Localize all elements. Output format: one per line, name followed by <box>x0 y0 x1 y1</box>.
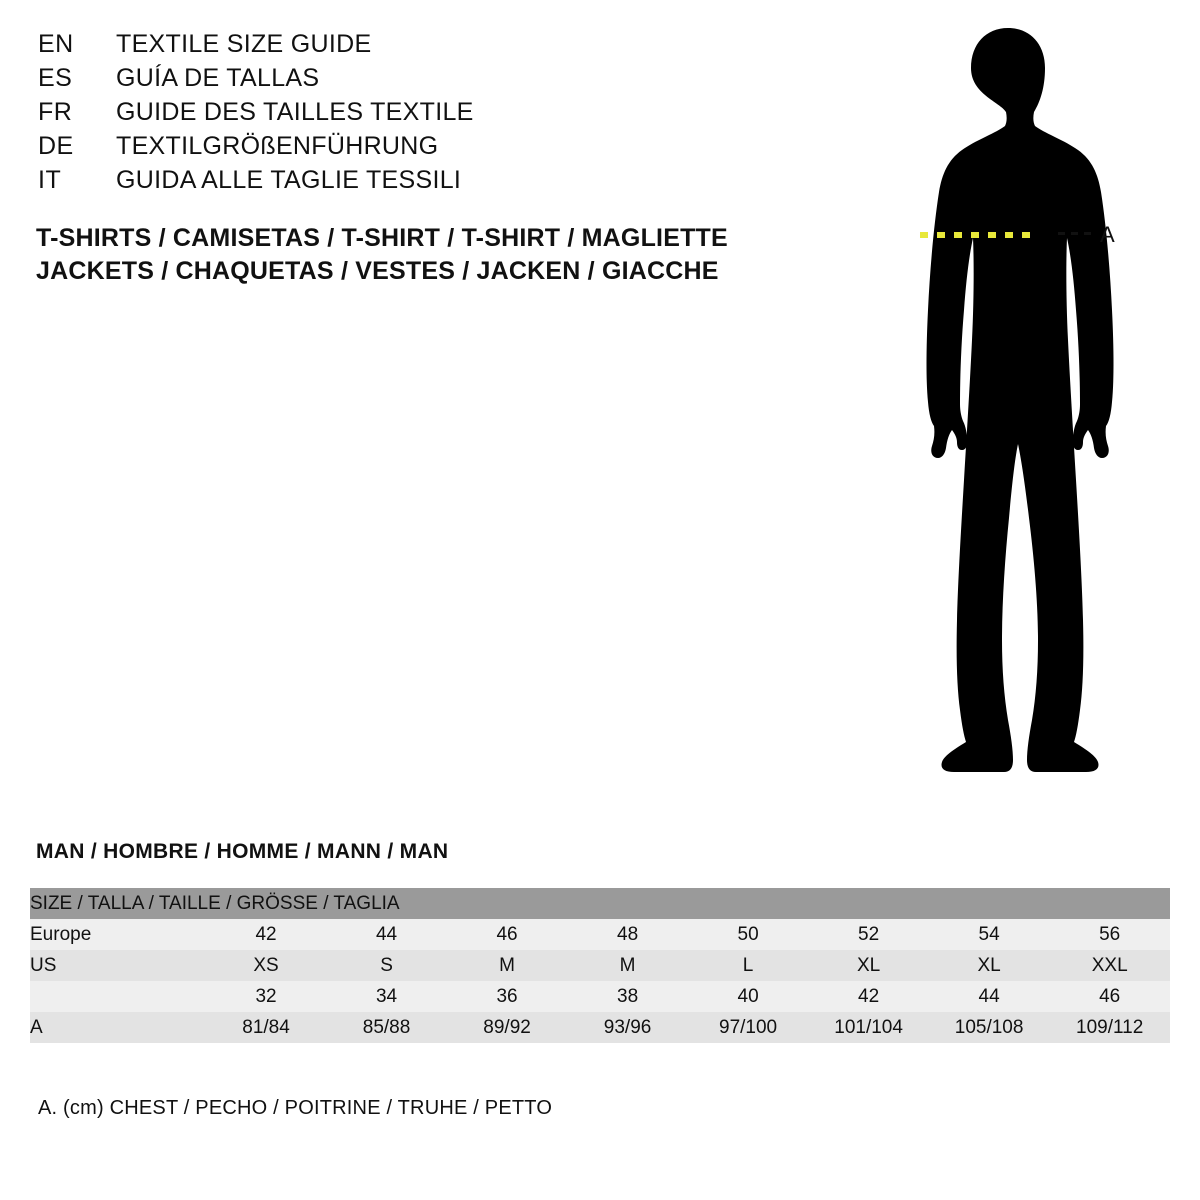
table-cell: M <box>447 950 568 981</box>
table-cell: 44 <box>929 981 1050 1012</box>
table-cell: 97/100 <box>688 1012 809 1043</box>
table-row <box>30 919 1170 950</box>
language-code: FR <box>38 98 73 126</box>
table-cell: 38 <box>567 981 688 1012</box>
table-cell: XL <box>929 950 1050 981</box>
table-cell: 52 <box>808 919 929 950</box>
row-label <box>30 981 206 1012</box>
measure-leader-dashes <box>1058 232 1092 235</box>
table-cell: L <box>688 950 809 981</box>
table-cell: XL <box>808 950 929 981</box>
language-text: GUIDE DES TAILLES TEXTILE <box>116 98 474 126</box>
table-cell: 48 <box>567 919 688 950</box>
garment-category-tshirts: T-SHIRTS / CAMISETAS / T-SHIRT / T-SHIRT / MAGLIETTE <box>36 224 728 252</box>
table-cell: 105/108 <box>929 1012 1050 1043</box>
language-text: TEXTILGRÖßENFÜHRUNG <box>116 132 439 160</box>
table-cell: 85/88 <box>326 1012 447 1043</box>
table-cell: 54 <box>929 919 1050 950</box>
table-section-title: MAN / HOMBRE / HOMME / MANN / MAN <box>36 840 449 863</box>
table-cell: 34 <box>326 981 447 1012</box>
language-code: DE <box>38 132 74 160</box>
language-row <box>38 30 798 64</box>
table-cell: 44 <box>326 919 447 950</box>
table-cell: 93/96 <box>567 1012 688 1043</box>
language-code: EN <box>38 30 74 58</box>
table-cell: 46 <box>1049 981 1170 1012</box>
size-table <box>30 888 1170 1043</box>
table-cell: 42 <box>808 981 929 1012</box>
language-row <box>38 166 798 200</box>
man-silhouette-shape <box>927 28 1114 772</box>
language-text: TEXTILE SIZE GUIDE <box>116 30 372 58</box>
table-cell: 42 <box>206 919 327 950</box>
table-cell: M <box>567 950 688 981</box>
table-cell: 50 <box>688 919 809 950</box>
language-text: GUIDA ALLE TAGLIE TESSILI <box>116 166 462 194</box>
language-row <box>38 64 798 98</box>
table-row <box>30 950 1170 981</box>
table-cell: 89/92 <box>447 1012 568 1043</box>
garment-category-list <box>36 222 728 288</box>
table-cell: 40 <box>688 981 809 1012</box>
table-cell: 32 <box>206 981 327 1012</box>
table-row <box>30 1012 1170 1043</box>
language-row <box>38 98 798 132</box>
table-cell: 56 <box>1049 919 1170 950</box>
table-cell: 109/112 <box>1049 1012 1170 1043</box>
language-text: GUÍA DE TALLAS <box>116 64 320 92</box>
table-header-label: SIZE / TALLA / TAILLE / GRÖSSE / TAGLIA <box>30 888 1170 919</box>
row-label: Europe <box>30 919 206 950</box>
table-cell: S <box>326 950 447 981</box>
table-cell: XS <box>206 950 327 981</box>
row-label: US <box>30 950 206 981</box>
row-label: A <box>30 1012 206 1043</box>
table-cell: 36 <box>447 981 568 1012</box>
garment-category-jackets: JACKETS / CHAQUETAS / VESTES / JACKEN / GIACCHE <box>36 257 719 285</box>
language-list <box>38 30 798 200</box>
body-silhouette-figure <box>840 10 1180 800</box>
table-cell: 46 <box>447 919 568 950</box>
table-footnote: A. (cm) CHEST / PECHO / POITRINE / TRUHE / PETTO <box>38 1097 553 1119</box>
language-code: ES <box>38 64 73 92</box>
table-header-row <box>30 888 1170 919</box>
table-row <box>30 981 1170 1012</box>
measure-label-a: A <box>1100 222 1116 247</box>
language-code: IT <box>38 166 62 194</box>
language-row <box>38 132 798 166</box>
silhouette-svg <box>840 10 1180 800</box>
table-cell: 81/84 <box>206 1012 327 1043</box>
table-cell: XXL <box>1049 950 1170 981</box>
table-cell: 101/104 <box>808 1012 929 1043</box>
